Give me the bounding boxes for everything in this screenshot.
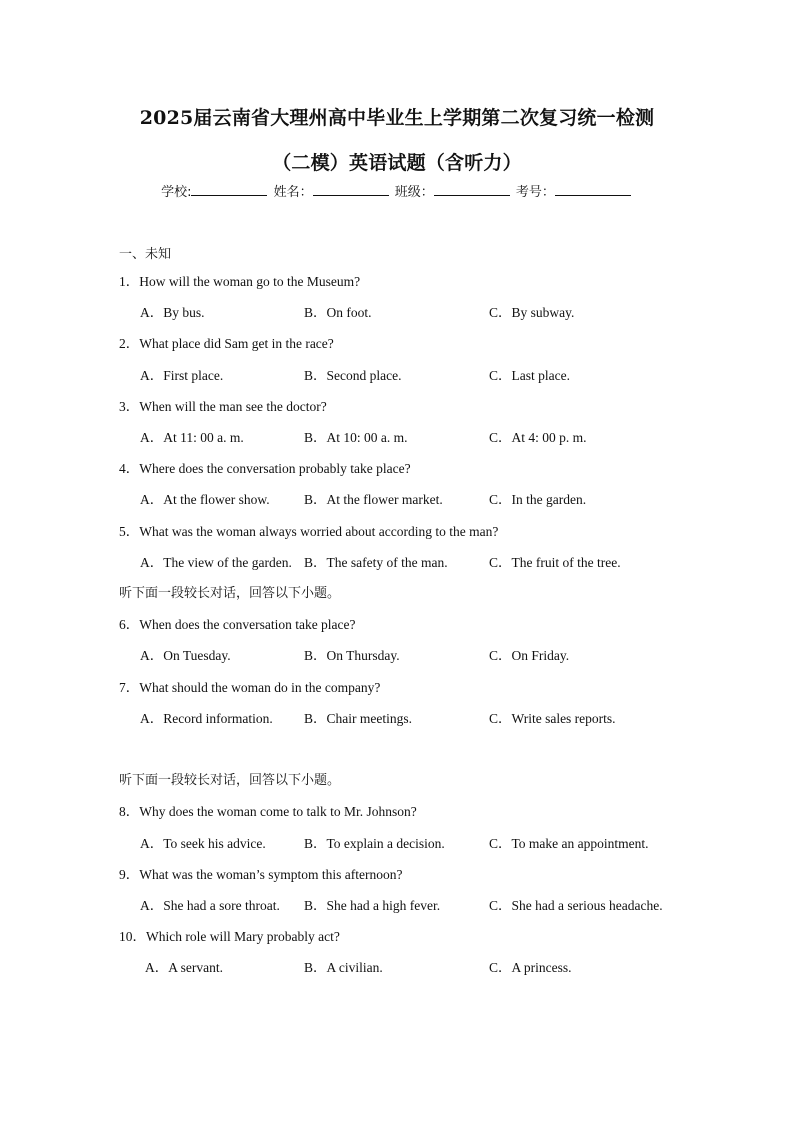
q3-option-b: B．At 10: 00 a. m. (304, 430, 408, 445)
q3-option-c: C．At 4: 00 p. m. (489, 430, 587, 445)
q1-option-c: C．By subway. (489, 305, 575, 320)
q2-option-c: C．Last place. (489, 368, 570, 383)
page-title: 2025届云南省大理州高中毕业生上学期第二次复习统一检测 (139, 107, 655, 129)
q9-option-b: B．She had a high fever. (304, 898, 441, 913)
q5-option-b: B．The safety of the man. (304, 555, 448, 570)
question-3: 3．When will the man see the doctor? (119, 399, 327, 414)
listening-instruction: 听下面一段较长对话，回答以下小题。 (119, 586, 341, 601)
question-7: 7．What should the woman do in the company? (119, 680, 381, 695)
q10-option-c: C．A princess. (489, 960, 572, 975)
q8-option-b: B．To explain a decision. (304, 836, 445, 851)
q7-option-b: B．Chair meetings. (304, 711, 412, 726)
q6-option-a: A．On Tuesday. (140, 648, 231, 663)
q10-option-a: A．A servant. (145, 960, 223, 975)
question-2: 2．What place did Sam get in the race? (119, 336, 334, 351)
school-blank[interactable] (191, 183, 267, 196)
q9-option-a: A．She had a sore throat. (140, 898, 280, 913)
q4-option-b: B．At the flower market. (304, 492, 443, 507)
q7-option-c: C．Write sales reports. (489, 711, 616, 726)
q7-option-a: A．Record information. (140, 711, 273, 726)
q10-option-b: B．A civilian. (304, 960, 383, 975)
q1-option-b: B．On foot. (304, 305, 372, 320)
q4-option-c: C．In the garden. (489, 492, 587, 507)
question-8: 8．Why does the woman come to talk to Mr. Johnson? (119, 804, 417, 819)
q2-option-a: A．First place. (140, 368, 224, 383)
exam-number-blank[interactable] (555, 183, 631, 196)
q5-option-a: A．The view of the garden. (140, 555, 292, 570)
q1-option-a: A．By bus. (140, 305, 205, 320)
class-label: 班级： (394, 185, 434, 200)
listening-instruction: 听下面一段较长对话，回答以下小题。 (119, 773, 341, 788)
question-9: 9．What was the woman’s symptom this afternoon? (119, 867, 403, 882)
question-1: 1．How will the woman go to the Museum? (119, 274, 361, 289)
name-label: 姓名： (273, 185, 313, 200)
q6-option-c: C．On Friday. (489, 648, 570, 663)
name-blank[interactable] (313, 183, 389, 196)
q3-option-a: A．At 11: 00 a. m. (140, 430, 244, 445)
question-5: 5．What was the woman always worried about according to the man? (119, 524, 499, 539)
q9-option-c: C．She had a serious headache. (489, 898, 663, 913)
school-label: 学校: (161, 185, 192, 200)
class-blank[interactable] (434, 183, 510, 196)
q8-option-c: C．To make an appointment. (489, 836, 649, 851)
page-subtitle: （二模）英语试题（含听力） (272, 152, 522, 174)
question-10: 10．Which role will Mary probably act? (119, 929, 340, 944)
q4-option-a: A．At the flower show. (140, 492, 270, 507)
student-info-line (0, 181, 794, 200)
section-title: 一、未知 (119, 247, 172, 262)
question-6: 6．When does the conversation take place? (119, 617, 356, 632)
q2-option-b: B．Second place. (304, 368, 402, 383)
question-4: 4．Where does the conversation probably take place? (119, 461, 411, 476)
q8-option-a: A．To seek his advice. (140, 836, 266, 851)
q5-option-c: C．The fruit of the tree. (489, 555, 621, 570)
exam-number-label: 考号： (515, 185, 555, 200)
q6-option-b: B．On Thursday. (304, 648, 400, 663)
